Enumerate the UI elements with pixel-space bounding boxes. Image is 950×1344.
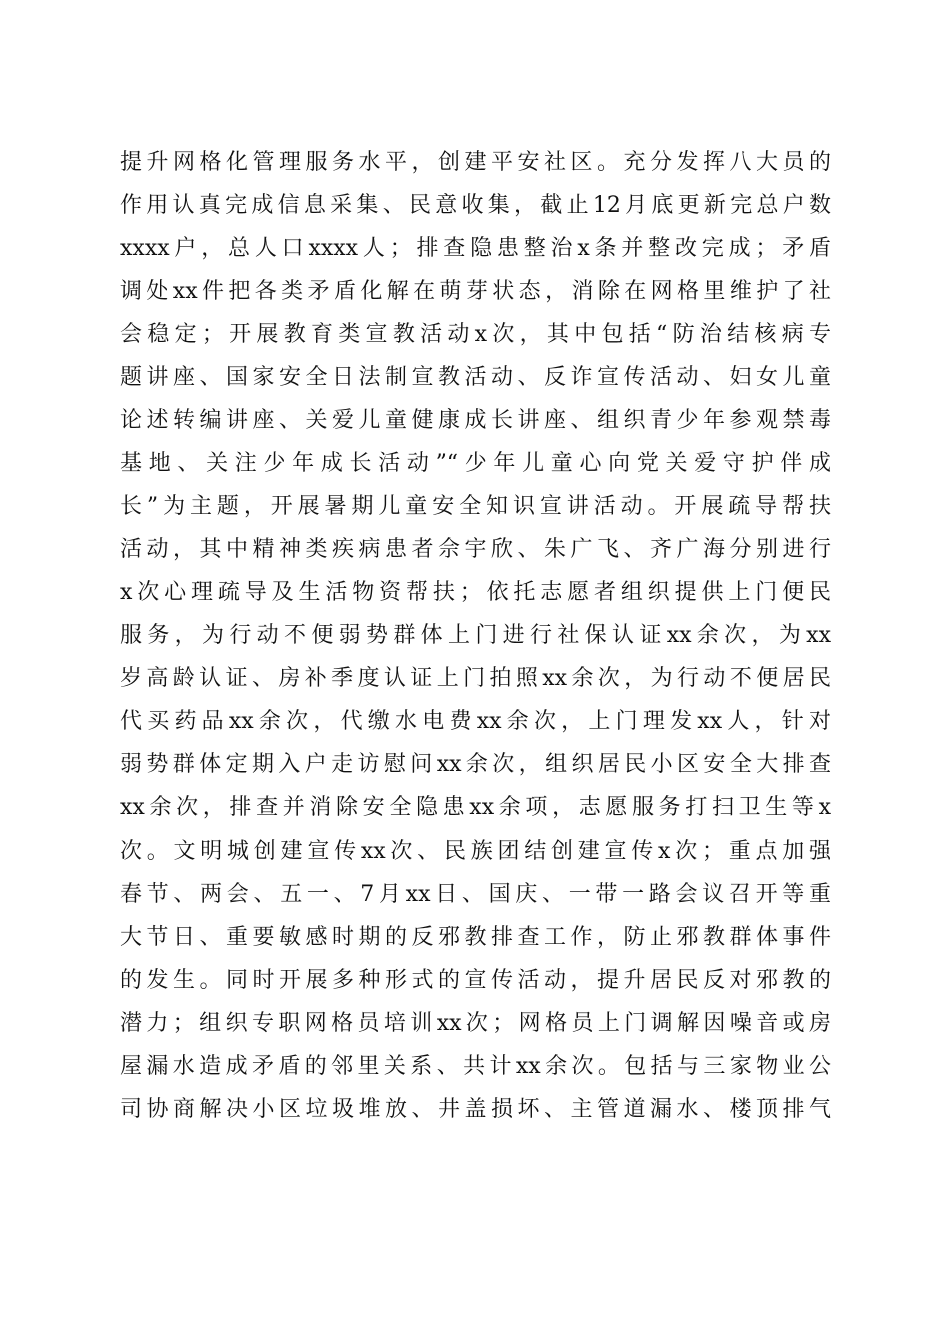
text-line: 的发生。同时开展多种形式的宣传活动，提升居民反对邪教的 xyxy=(120,967,831,993)
text-line: 弱势群体定期入户走访慰问xx余次，组织居民小区安全大排查 xyxy=(120,752,831,778)
text-line: 论述转编讲座、关爱儿童健康成长讲座、组织青少年参观禁毒 xyxy=(120,408,831,434)
text-line: 长”为主题，开展暑期儿童安全知识宣讲活动。开展疏导帮扶 xyxy=(120,494,831,520)
text-line: 次。文明城创建宣传xx次、民族团结创建宣传x次；重点加强 xyxy=(120,838,831,864)
text-line: xxxx户，总人口xxxx人；排查隐患整治x条并整改完成；矛盾 xyxy=(120,236,831,262)
text-line: 司协商解决小区垃圾堆放、井盖损坏、主管道漏水、楼顶排气 xyxy=(120,1096,831,1122)
text-line: 基地、关注少年成长活动”“少年儿童心向党关爱守护伴成 xyxy=(120,451,831,477)
text-line: x次心理疏导及生活物资帮扶；依托志愿者组织提供上门便民 xyxy=(120,580,831,606)
text-line: 作用认真完成信息采集、民意收集，截止12月底更新完总户数 xyxy=(120,193,831,219)
text-line: 活动，其中精神类疾病患者佘宇欣、朱广飞、齐广海分别进行 xyxy=(120,537,831,563)
text-line: 潜力；组织专职网格员培训xx次；网格员上门调解因噪音或房 xyxy=(120,1010,831,1036)
text-line: 屋漏水造成矛盾的邻里关系、共计xx余次。包括与三家物业公 xyxy=(120,1053,831,1079)
text-line: xx余次，排查并消除安全隐患xx余项，志愿服务打扫卫生等x xyxy=(120,795,831,821)
text-line: 代买药品xx余次，代缴水电费xx余次，上门理发xx人，针对 xyxy=(120,709,831,735)
document-body xyxy=(120,141,831,1131)
text-line: 服务，为行动不便弱势群体上门进行社保认证xx余次，为xx xyxy=(120,623,831,649)
text-line: 调处xx件把各类矛盾化解在萌芽状态，消除在网格里维护了社 xyxy=(120,279,831,305)
text-line: 春节、两会、五一、7月xx日、国庆、一带一路会议召开等重 xyxy=(120,881,831,907)
text-line: 会稳定；开展教育类宣教活动x次，其中包括“防治结核病专 xyxy=(120,322,831,348)
text-line: 提升网格化管理服务水平，创建平安社区。充分发挥八大员的 xyxy=(120,150,831,175)
text-line: 题讲座、国家安全日法制宣教活动、反诈宣传活动、妇女儿童 xyxy=(120,365,831,391)
text-line: 岁高龄认证、房补季度认证上门拍照xx余次，为行动不便居民 xyxy=(120,666,831,692)
text-line: 大节日、重要敏感时期的反邪教排查工作，防止邪教群体事件 xyxy=(120,924,831,950)
